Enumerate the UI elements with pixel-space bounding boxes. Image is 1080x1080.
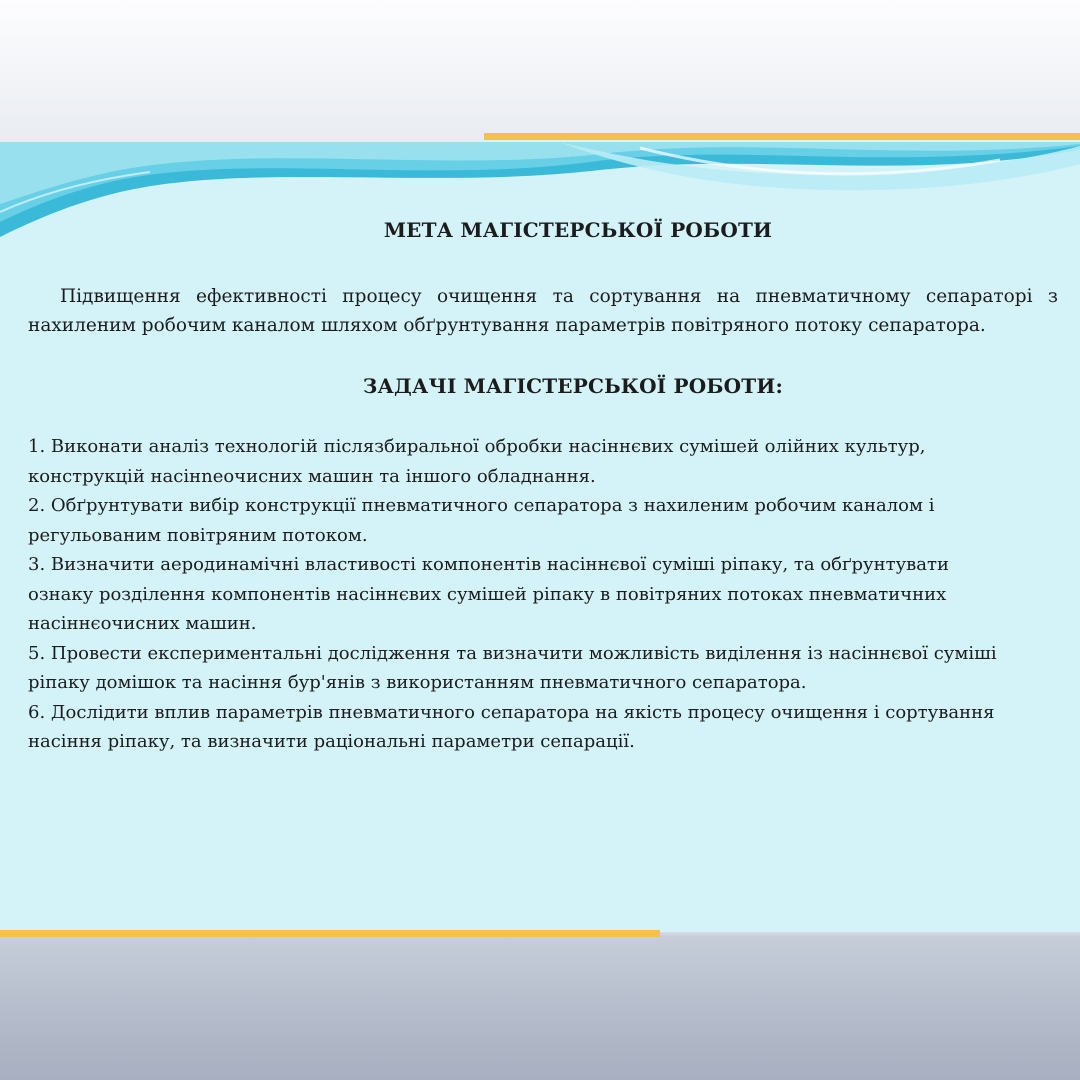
goal-text: Підвищення ефективності процесу очищення та сортування на пневматичному сепараторі з нахиленим робочим каналом шляхом обґрунтування параметрів повітряного потоку сепаратора.: [28, 286, 1058, 336]
top-background-band: [0, 0, 1080, 142]
task-item: 5. Провести експериментальні дослідження та визначити можливість виділення із насіннєвої суміші ріпаку домішок та насіння бур'янів з використанням пневматичного сепаратора.: [28, 642, 997, 693]
tasks-list: [28, 432, 1008, 757]
gold-accent-line-top: [484, 133, 1080, 140]
task-item: 1. Виконати аналіз технологій післязбиральної обробки насіннєвих сумішей олійних культур, конструкцій насінneочисних машин та іншого обладнання.: [28, 436, 926, 487]
task-item: 3. Визначити аеродинамічні властивості компонентів насіннєвої суміші ріпаку, та обґрунтувати ознаку розділення компонентів насіннєвих сумішей ріпаку в повітряних потоках пневматичних насіннєочисних машин.: [28, 554, 949, 634]
goal-heading: МЕТА МАГІСТЕРСЬКОЇ РОБОТИ: [383, 218, 773, 242]
slide: [0, 142, 1080, 932]
task-item: 2. Обґрунтувати вибір конструкції пневматичного сепаратора з нахиленим робочим каналом і регульованим повітряним потоком.: [28, 495, 935, 546]
gold-accent-line-bottom: [0, 930, 660, 937]
task-item: 6. Дослідити вплив параметрів пневматичного сепаратора на якість процесу очищення і сортування насіння ріпаку, та визначити раціональні параметри сепарації.: [28, 701, 995, 752]
slide-content: [28, 218, 1058, 757]
tasks-heading: ЗАДАЧІ МАГІСТЕРСЬКОЇ РОБОТИ:: [362, 374, 784, 398]
bottom-background-band: [0, 936, 1080, 1080]
